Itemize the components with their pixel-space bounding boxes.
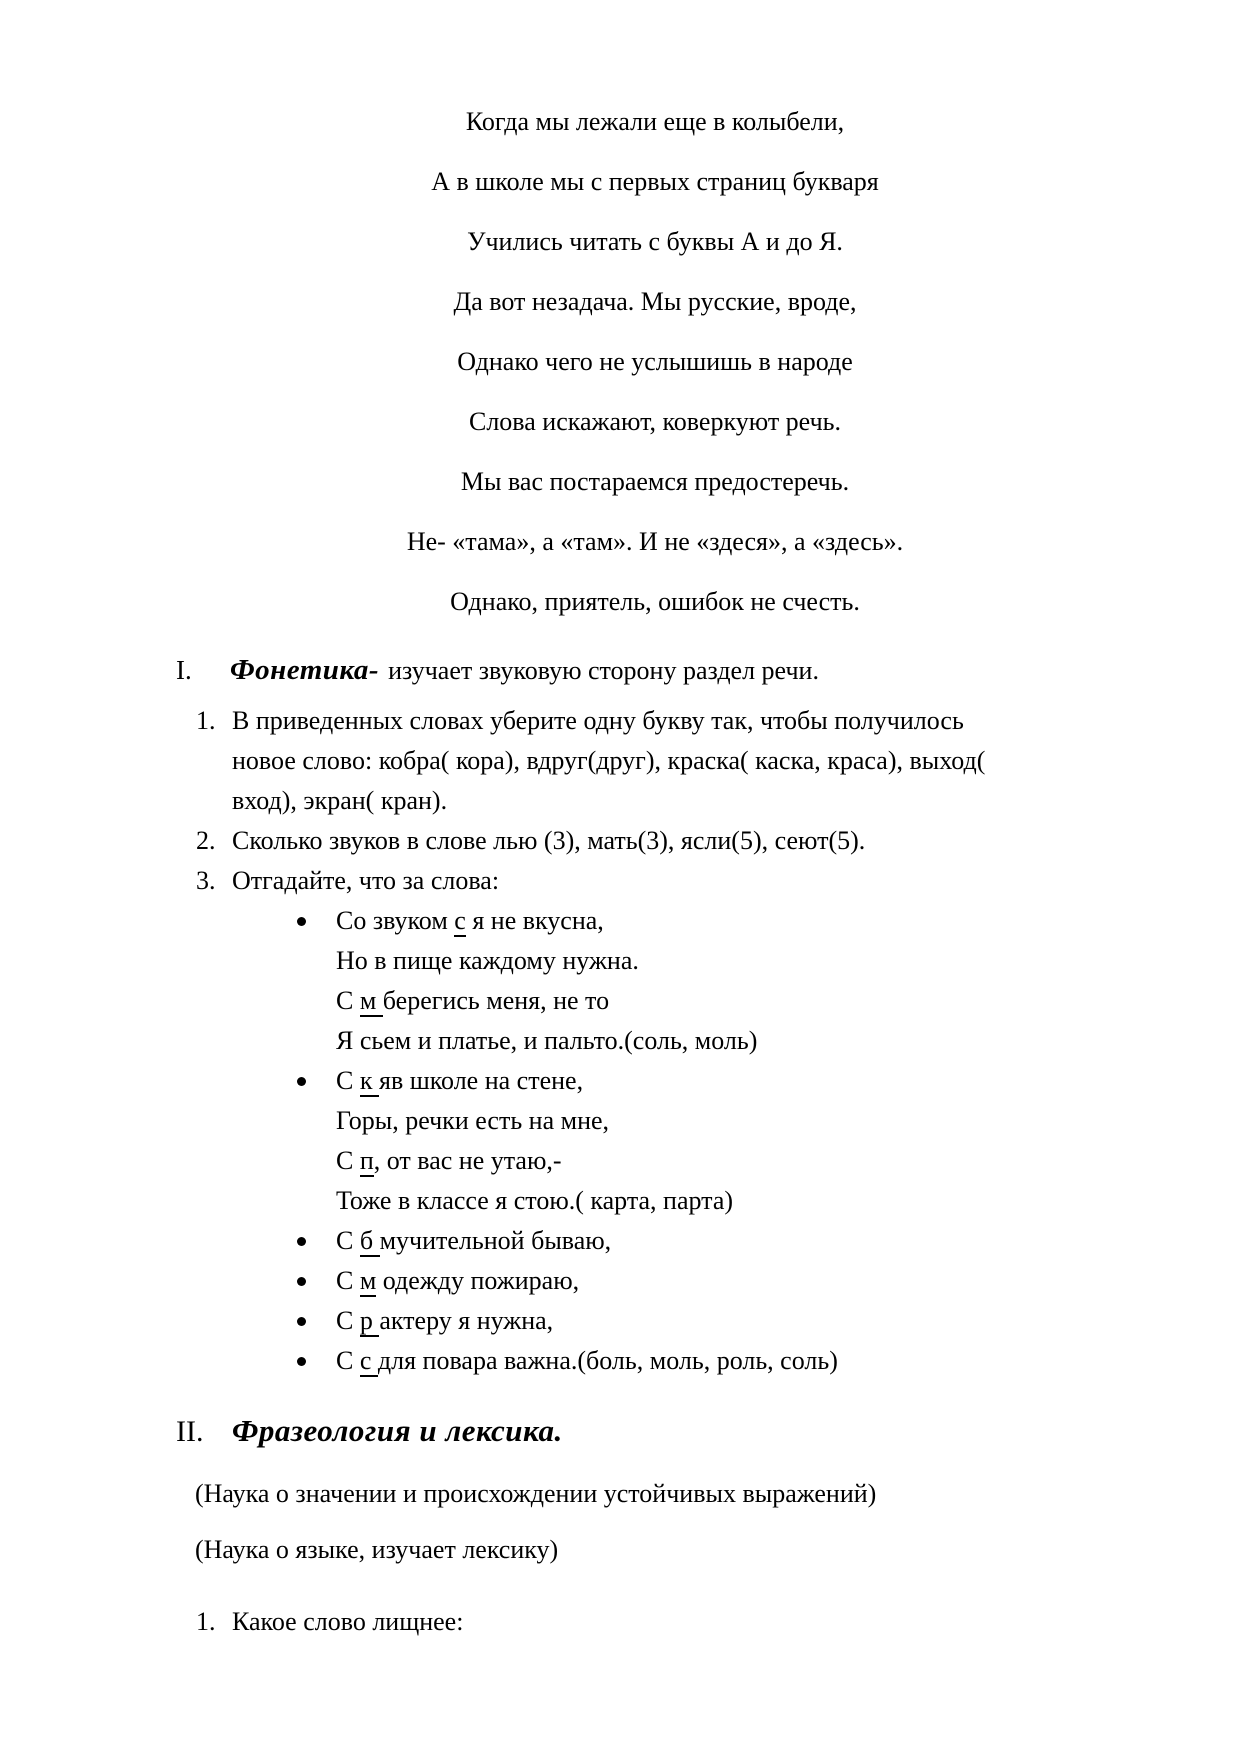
poem-line: Да вот незадача. Мы русские, вроде, xyxy=(453,287,857,316)
item-number: 1. xyxy=(196,706,216,735)
section-1-heading xyxy=(0,652,1240,689)
riddle-item xyxy=(0,1341,1240,1381)
item-text-line: В приведенных словах уберите одну букву так, чтобы получилось xyxy=(232,706,964,735)
bullet-icon xyxy=(297,1357,306,1366)
bullet-icon xyxy=(297,1317,306,1326)
bullet-icon xyxy=(297,917,306,926)
riddle-line xyxy=(0,1061,1240,1101)
section-2-title: Фразеология и лексика xyxy=(232,1413,555,1448)
underlined-letter: м xyxy=(359,986,383,1015)
section-1-numeral: I. xyxy=(176,655,192,685)
riddle-text: С xyxy=(336,986,360,1015)
section-1-title: Фонетика- xyxy=(230,654,380,686)
poem-line: Однако чего не услышишь в народе xyxy=(457,347,853,376)
section-2-note: (Наука о значении и происхождении устойчивых выражений) xyxy=(195,1479,877,1508)
numbered-item xyxy=(0,861,1240,901)
section-1-items xyxy=(0,701,1240,901)
bullet-icon xyxy=(297,1077,306,1086)
riddle-line xyxy=(0,1261,1240,1301)
poem-line: Слова искажают, коверкуют речь. xyxy=(468,407,842,436)
riddle-text: актеру я нужна, xyxy=(379,1306,554,1335)
riddle-line xyxy=(0,1301,1240,1341)
riddle-item xyxy=(0,1261,1240,1301)
riddle-line xyxy=(0,901,1240,941)
underlined-letter: с xyxy=(454,906,466,935)
bullet-icon xyxy=(297,1277,306,1286)
riddle-line xyxy=(0,1221,1240,1261)
section-2-note: (Наука о языке, изучает лексику) xyxy=(195,1535,559,1564)
section-2-heading xyxy=(0,1411,1240,1452)
section-1-subtitle: изучает звуковую сторону раздел речи. xyxy=(388,656,819,685)
underlined-letter: б xyxy=(359,1226,380,1255)
riddle-text: С xyxy=(336,1346,360,1375)
riddle-text: С xyxy=(336,1146,360,1175)
underlined-letter: к xyxy=(359,1066,379,1095)
riddle-item xyxy=(0,1061,1240,1221)
riddle-text: Я сьем и платье, и пальто.(соль, моль) xyxy=(336,1026,758,1055)
poem-line: А в школе мы с первых страниц букваря xyxy=(431,167,879,196)
underlined-letter: р xyxy=(359,1306,380,1335)
item-text-line: Какое слово лищнее: xyxy=(232,1607,464,1636)
underlined-letter: п xyxy=(359,1146,374,1175)
underlined-letter: с xyxy=(359,1346,378,1375)
numbered-item xyxy=(0,821,1240,861)
bullet-icon xyxy=(297,1237,306,1246)
item-number: 2. xyxy=(196,826,216,855)
riddle-text: , от вас не утаю,- xyxy=(373,1146,562,1175)
numbered-item xyxy=(0,701,1240,821)
section-2-numeral: II. xyxy=(176,1415,204,1448)
riddle-item xyxy=(0,901,1240,1061)
riddle-text: С xyxy=(336,1266,360,1295)
riddle-text: С xyxy=(336,1226,360,1255)
item-text-line: Сколько звуков в слове лью (3), мать(3), ясли(5), сеют(5). xyxy=(232,826,866,855)
riddle-line xyxy=(0,1101,1240,1141)
riddle-line xyxy=(0,1181,1240,1221)
poem-line: Однако, приятель, ошибок не счесть. xyxy=(450,587,860,616)
riddle-line xyxy=(0,981,1240,1021)
riddle-line xyxy=(0,941,1240,981)
riddle-text: для повара важна.(боль, моль, роль, соль) xyxy=(377,1346,838,1375)
poem-line: Когда мы лежали еще в колыбели, xyxy=(465,107,845,136)
numbered-item xyxy=(0,1602,1240,1642)
item-text-line: Отгадайте, что за слова: xyxy=(232,866,500,895)
item-text-line: новое слово: кобра( кора), вдруг(друг), краска( каска, краса), выход( xyxy=(232,746,986,775)
riddle-text: берегись меня, не то xyxy=(382,986,610,1015)
poem-line: Мы вас постараемся предостеречь. xyxy=(460,467,850,496)
riddle-list xyxy=(0,901,1240,1381)
riddle-text: Тоже в классе я стою.( карта, парта) xyxy=(336,1186,734,1215)
poem-line: Не- «тама», а «там». И не «здеся», а «здесь». xyxy=(406,527,904,556)
riddle-text: я не вкусна, xyxy=(465,906,604,935)
item-text-line: вход), экран( кран). xyxy=(232,786,448,815)
underlined-letter: м xyxy=(359,1266,377,1295)
riddle-text: мучительной бываю, xyxy=(379,1226,612,1255)
item-number: 3. xyxy=(196,866,216,895)
riddle-text: Горы, речки есть на мне, xyxy=(336,1106,610,1135)
riddle-item xyxy=(0,1221,1240,1261)
riddle-text: Но в пище каждому нужна. xyxy=(336,946,639,975)
riddle-text: С xyxy=(336,1066,360,1095)
riddle-text: одежду пожираю, xyxy=(376,1266,580,1295)
riddle-text: С xyxy=(336,1306,360,1335)
riddle-line xyxy=(0,1141,1240,1181)
riddle-line xyxy=(0,1021,1240,1061)
section-2-title-period: . xyxy=(554,1413,563,1448)
riddle-line xyxy=(0,1341,1240,1381)
poem xyxy=(0,0,1240,615)
section-2-items xyxy=(0,1602,1240,1642)
riddle-text: Со звуком xyxy=(336,906,455,935)
riddle-text: яв школе на стене, xyxy=(378,1066,584,1095)
poem-line: Учились читать с буквы А и до Я. xyxy=(467,227,843,256)
riddle-item xyxy=(0,1301,1240,1341)
item-number: 1. xyxy=(196,1607,216,1636)
